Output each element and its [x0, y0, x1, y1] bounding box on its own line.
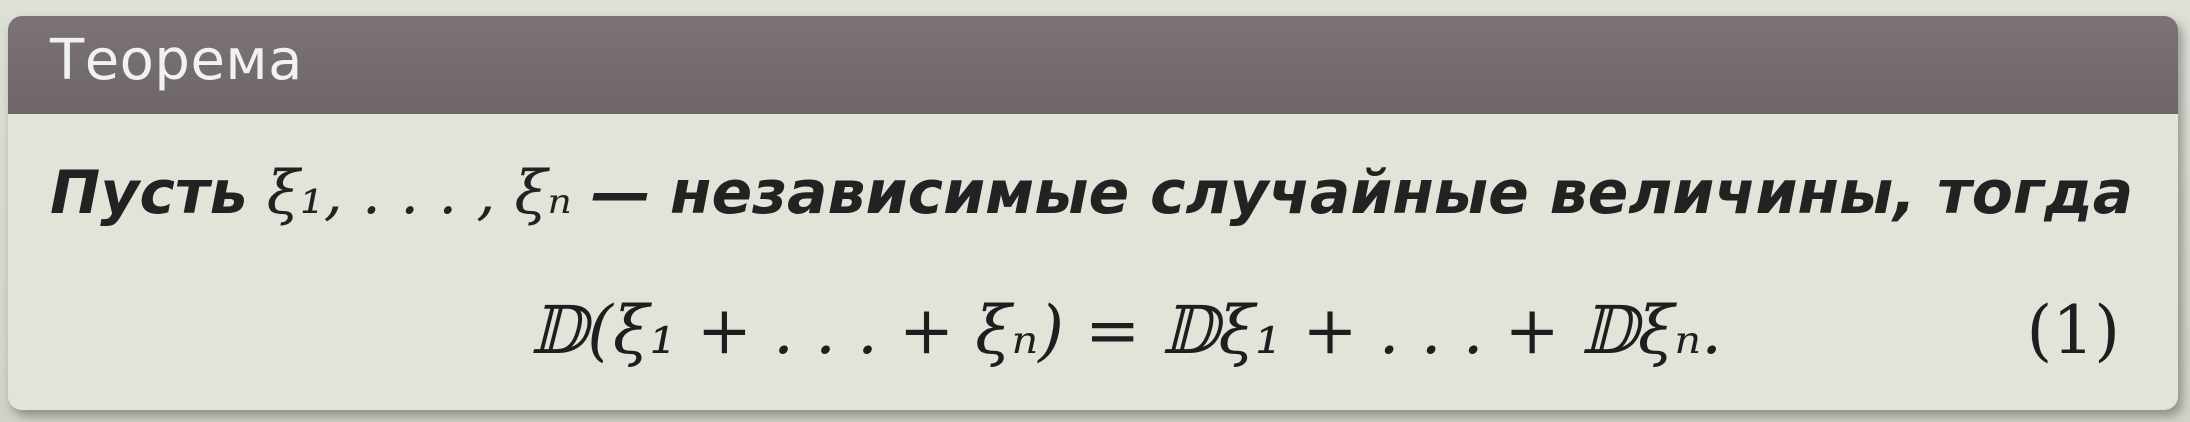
variance-formula — [530, 292, 1722, 369]
theorem-title: Теорема — [50, 28, 303, 93]
theorem-body — [8, 114, 2178, 410]
statement-dash: — — [590, 158, 651, 228]
theorem-block — [8, 16, 2178, 410]
formula-lhs: 𝔻(ξ₁ + . . . + ξₙ) — [530, 292, 1065, 369]
statement-prefix: Пусть — [50, 158, 248, 228]
statement-variables: ξ₁, . . . , ξₙ — [266, 158, 572, 228]
statement-text: независимые случайные величины, тогда — [670, 158, 2134, 228]
equation-number: (1) — [2026, 292, 2120, 369]
theorem-statement — [50, 158, 2133, 228]
formula-equals: = — [1085, 292, 1141, 369]
formula-rhs: 𝔻ξ₁ + . . . + 𝔻ξₙ. — [1161, 292, 1723, 369]
theorem-header — [8, 16, 2178, 114]
